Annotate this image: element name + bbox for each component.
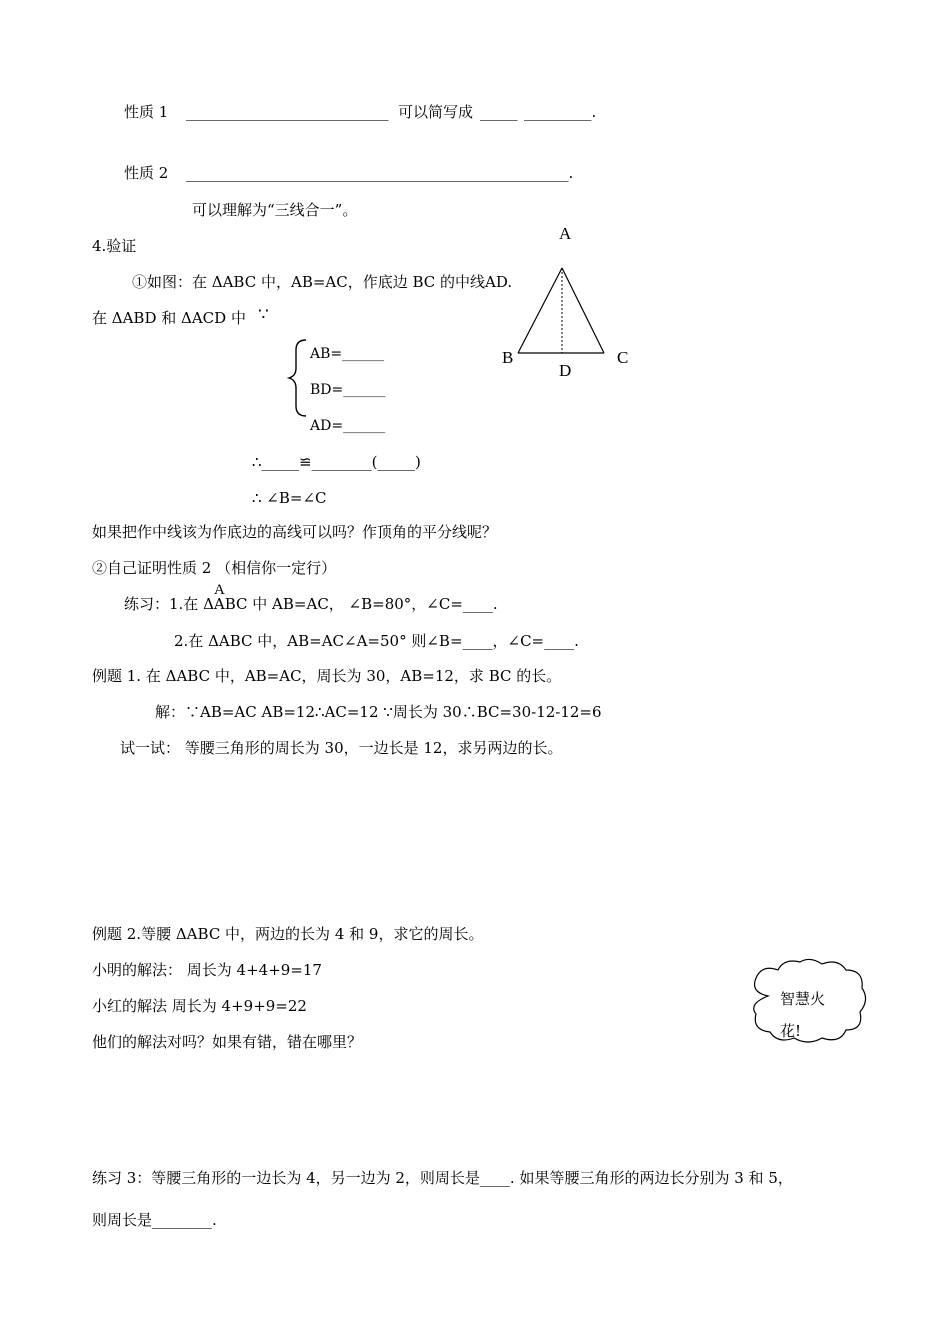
brace-icon [286, 338, 310, 418]
xiaohong-solution: 小红的解法 周长为 4+9+9=22 [92, 997, 307, 1015]
vertex-a-label: A [559, 224, 572, 243]
exercise-3-part-1[interactable]: 练习 3：等腰三角形的一边长为 4，另一边为 2，则周长是____. 如果等腰三角形的两边长分别为 3 和 5， [92, 1169, 793, 1187]
exercise-2[interactable]: 2.在 ΔABC 中，AB=AC∠A=50° 则∠B=____，∠C=____. [174, 632, 579, 650]
angle-conclusion: ∴ ∠B=∠C [252, 489, 327, 507]
question-altitude-bisector: 如果把作中线该为作底边的高线可以吗？作顶角的平分线呢？ [92, 523, 498, 541]
property-1-blank[interactable]: ___________________________ [186, 103, 389, 121]
congruence-conclusion[interactable]: ∴_____≌________(_____) [252, 453, 421, 471]
property-2-note: 可以理解为“三线合一”。 [192, 201, 358, 219]
question-who-is-right: 他们的解法对吗？如果有错，错在哪里？ [92, 1033, 363, 1051]
triangle-abd-figure [500, 228, 640, 368]
side-ac [562, 268, 604, 353]
property-1-label: 性质 1 [124, 103, 169, 121]
xiaoming-solution: 小明的解法： 周长为 4+4+9=17 [92, 961, 322, 979]
condition-ab[interactable]: AB=______ [310, 346, 385, 362]
exercise-stray-a: A [214, 582, 225, 598]
property-1-short-blank-a[interactable]: _____ [480, 103, 518, 121]
verify-statement: ①如图：在 ΔABC 中，AB=AC，作底边 BC 的中线AD. [132, 273, 513, 291]
try-it-problem: 试一试： 等腰三角形的周长为 30，一边长是 12，求另两边的长。 [120, 739, 563, 757]
property-1-short-blank-b[interactable]: _________. [524, 103, 597, 121]
property-2-label: 性质 2 [124, 164, 169, 182]
section-verify-title: 4.验证 [92, 237, 137, 255]
vertex-b-label: B [502, 348, 514, 367]
example-1-solution: 解：∵AB=AC AB=12∴AC=12 ∵周长为 30∴BC=30-12-12=6 [155, 703, 602, 721]
cloud-text-line-2: 花! [780, 1022, 802, 1040]
exercise-1[interactable]: 练习：1.在 ΔABC 中 AB=AC， ∠B=80°，∠C=____. [124, 595, 498, 613]
verify-triangles: 在 ΔABD 和 ΔACD 中 [92, 309, 246, 327]
point-d-label: D [559, 361, 572, 380]
condition-ad[interactable]: AD=______ [310, 418, 386, 434]
property-1-text: 可以简写成 [398, 103, 474, 121]
example-2: 例题 2.等腰 ΔABC 中，两边的长为 4 和 9，求它的周长。 [92, 925, 484, 943]
side-ab [518, 268, 562, 353]
cloud-text-line-1: 智慧火 [780, 990, 826, 1008]
exercise-3-part-2[interactable]: 则周长是________. [92, 1211, 217, 1229]
vertex-c-label: C [617, 348, 629, 367]
prove-property-2: ②自己证明性质 2 （相信你一定行） [92, 559, 337, 577]
because-symbol: ∵ [258, 305, 269, 325]
property-2-blank[interactable]: ___________________________________________________. [186, 164, 574, 182]
example-1: 例题 1. 在 ΔABC 中，AB=AC，周长为 30，AB=12，求 BC 的长。 [92, 667, 562, 685]
condition-bd[interactable]: BD=______ [310, 382, 386, 398]
